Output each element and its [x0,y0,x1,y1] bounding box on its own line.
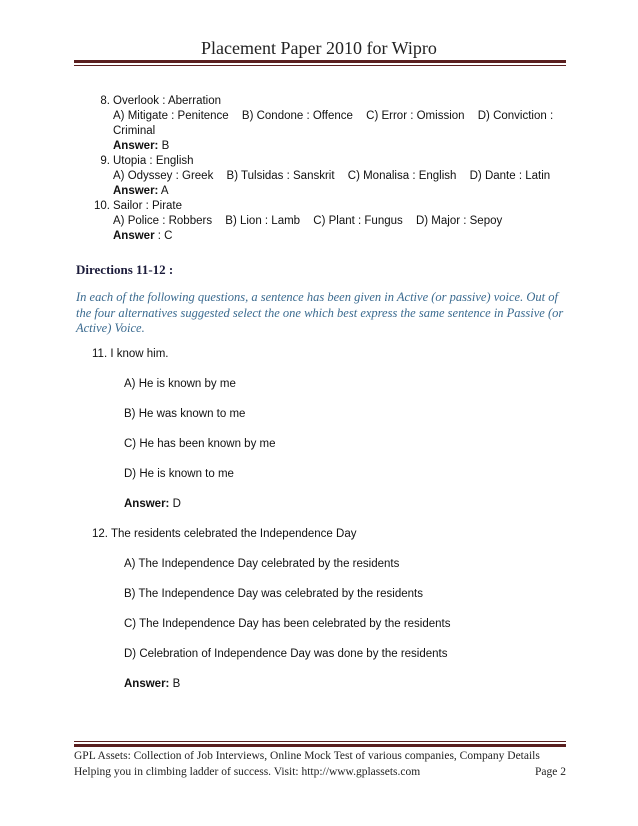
footer-line-2-container [74,766,566,778]
page-number: Page 2 [535,766,566,778]
option-b: B) Lion : Lamb [225,215,301,227]
page-header-title: Placement Paper 2010 for Wipro [201,38,437,58]
q11-option-c: C) He has been known by me [124,438,276,450]
option-a: A) Mitigate : Penitence [113,110,229,122]
question-12-stem: 12. The residents celebrated the Independence Day [92,528,357,540]
answer-value: B [158,140,170,152]
q11-option-b: B) He was known to me [124,408,246,420]
footer-line-2: Helping you in climbing ladder of success. Visit: http://www.gplassets.com [74,766,421,778]
header-rule-thin [74,65,566,66]
answer-line [113,139,553,154]
options-line [113,109,553,124]
option-c: C) Monalisa : English [347,170,457,182]
option-b: B) Condone : Offence [241,110,353,122]
option-c: C) Plant : Fungus [313,215,403,227]
directions-text: In each of the following questions, a sentence has been given in Active (or passive) voice. Out of the four alternatives suggested select the one which best express the same sentence in Passive (or Active) Voice. [76,290,564,335]
option-d: D) Dante : Latin [469,170,551,182]
answer-label: Answer: [124,498,170,510]
answer-value: : C [154,230,173,242]
q12-option-c: C) The Independence Day has been celebrated by the residents [124,618,451,630]
option-c: C) Error : Omission [366,110,465,122]
footer-rule-thin [74,741,566,742]
question-text: Overlook : Aberration [113,95,222,107]
answer-label: Answer: [113,140,159,152]
answer-line [113,229,553,244]
footer-line-1: GPL Assets: Collection of Job Interviews, Online Mock Test of various companies, Company Details [74,750,540,762]
directions-heading: Directions 11-12 : [76,262,174,277]
question-number: 10. [94,200,110,212]
question-number: 8. [100,95,110,107]
option-b: B) Tulsidas : Sanskrit [226,170,335,182]
header-rule [74,60,566,63]
answer-value: D [169,498,181,510]
q11-option-a: A) He is known by me [124,378,236,390]
footer-rule [74,744,566,747]
option-a: A) Police : Robbers [113,215,213,227]
question-11-stem: 11. I know him. [92,348,169,360]
options-continuation: Criminal [113,125,156,137]
option-a: A) Odyssey : Greek [113,170,214,182]
answer-label: Answer: [124,678,170,690]
options-line [113,214,553,229]
q12-option-d: D) Celebration of Independence Day was done by the residents [124,648,448,660]
option-d: D) Conviction : [477,110,554,122]
question-text: Sailor : Pirate [113,200,183,212]
answer-label: Answer [113,230,155,242]
question-number: 9. [100,155,110,167]
q12-option-b: B) The Independence Day was celebrated by the residents [124,588,423,600]
options-line [113,169,553,184]
answer-value: B [169,678,181,690]
answer-value: A [158,185,169,197]
q11-option-d: D) He is known to me [124,468,234,480]
q11-answer-line [124,498,181,510]
q12-answer-line [124,678,180,690]
question-text: Utopia : English [113,155,194,167]
answer-line [113,184,553,199]
option-d: D) Major : Sepoy [415,215,503,227]
answer-label: Answer: [113,185,159,197]
q12-option-a: A) The Independence Day celebrated by the residents [124,558,400,570]
